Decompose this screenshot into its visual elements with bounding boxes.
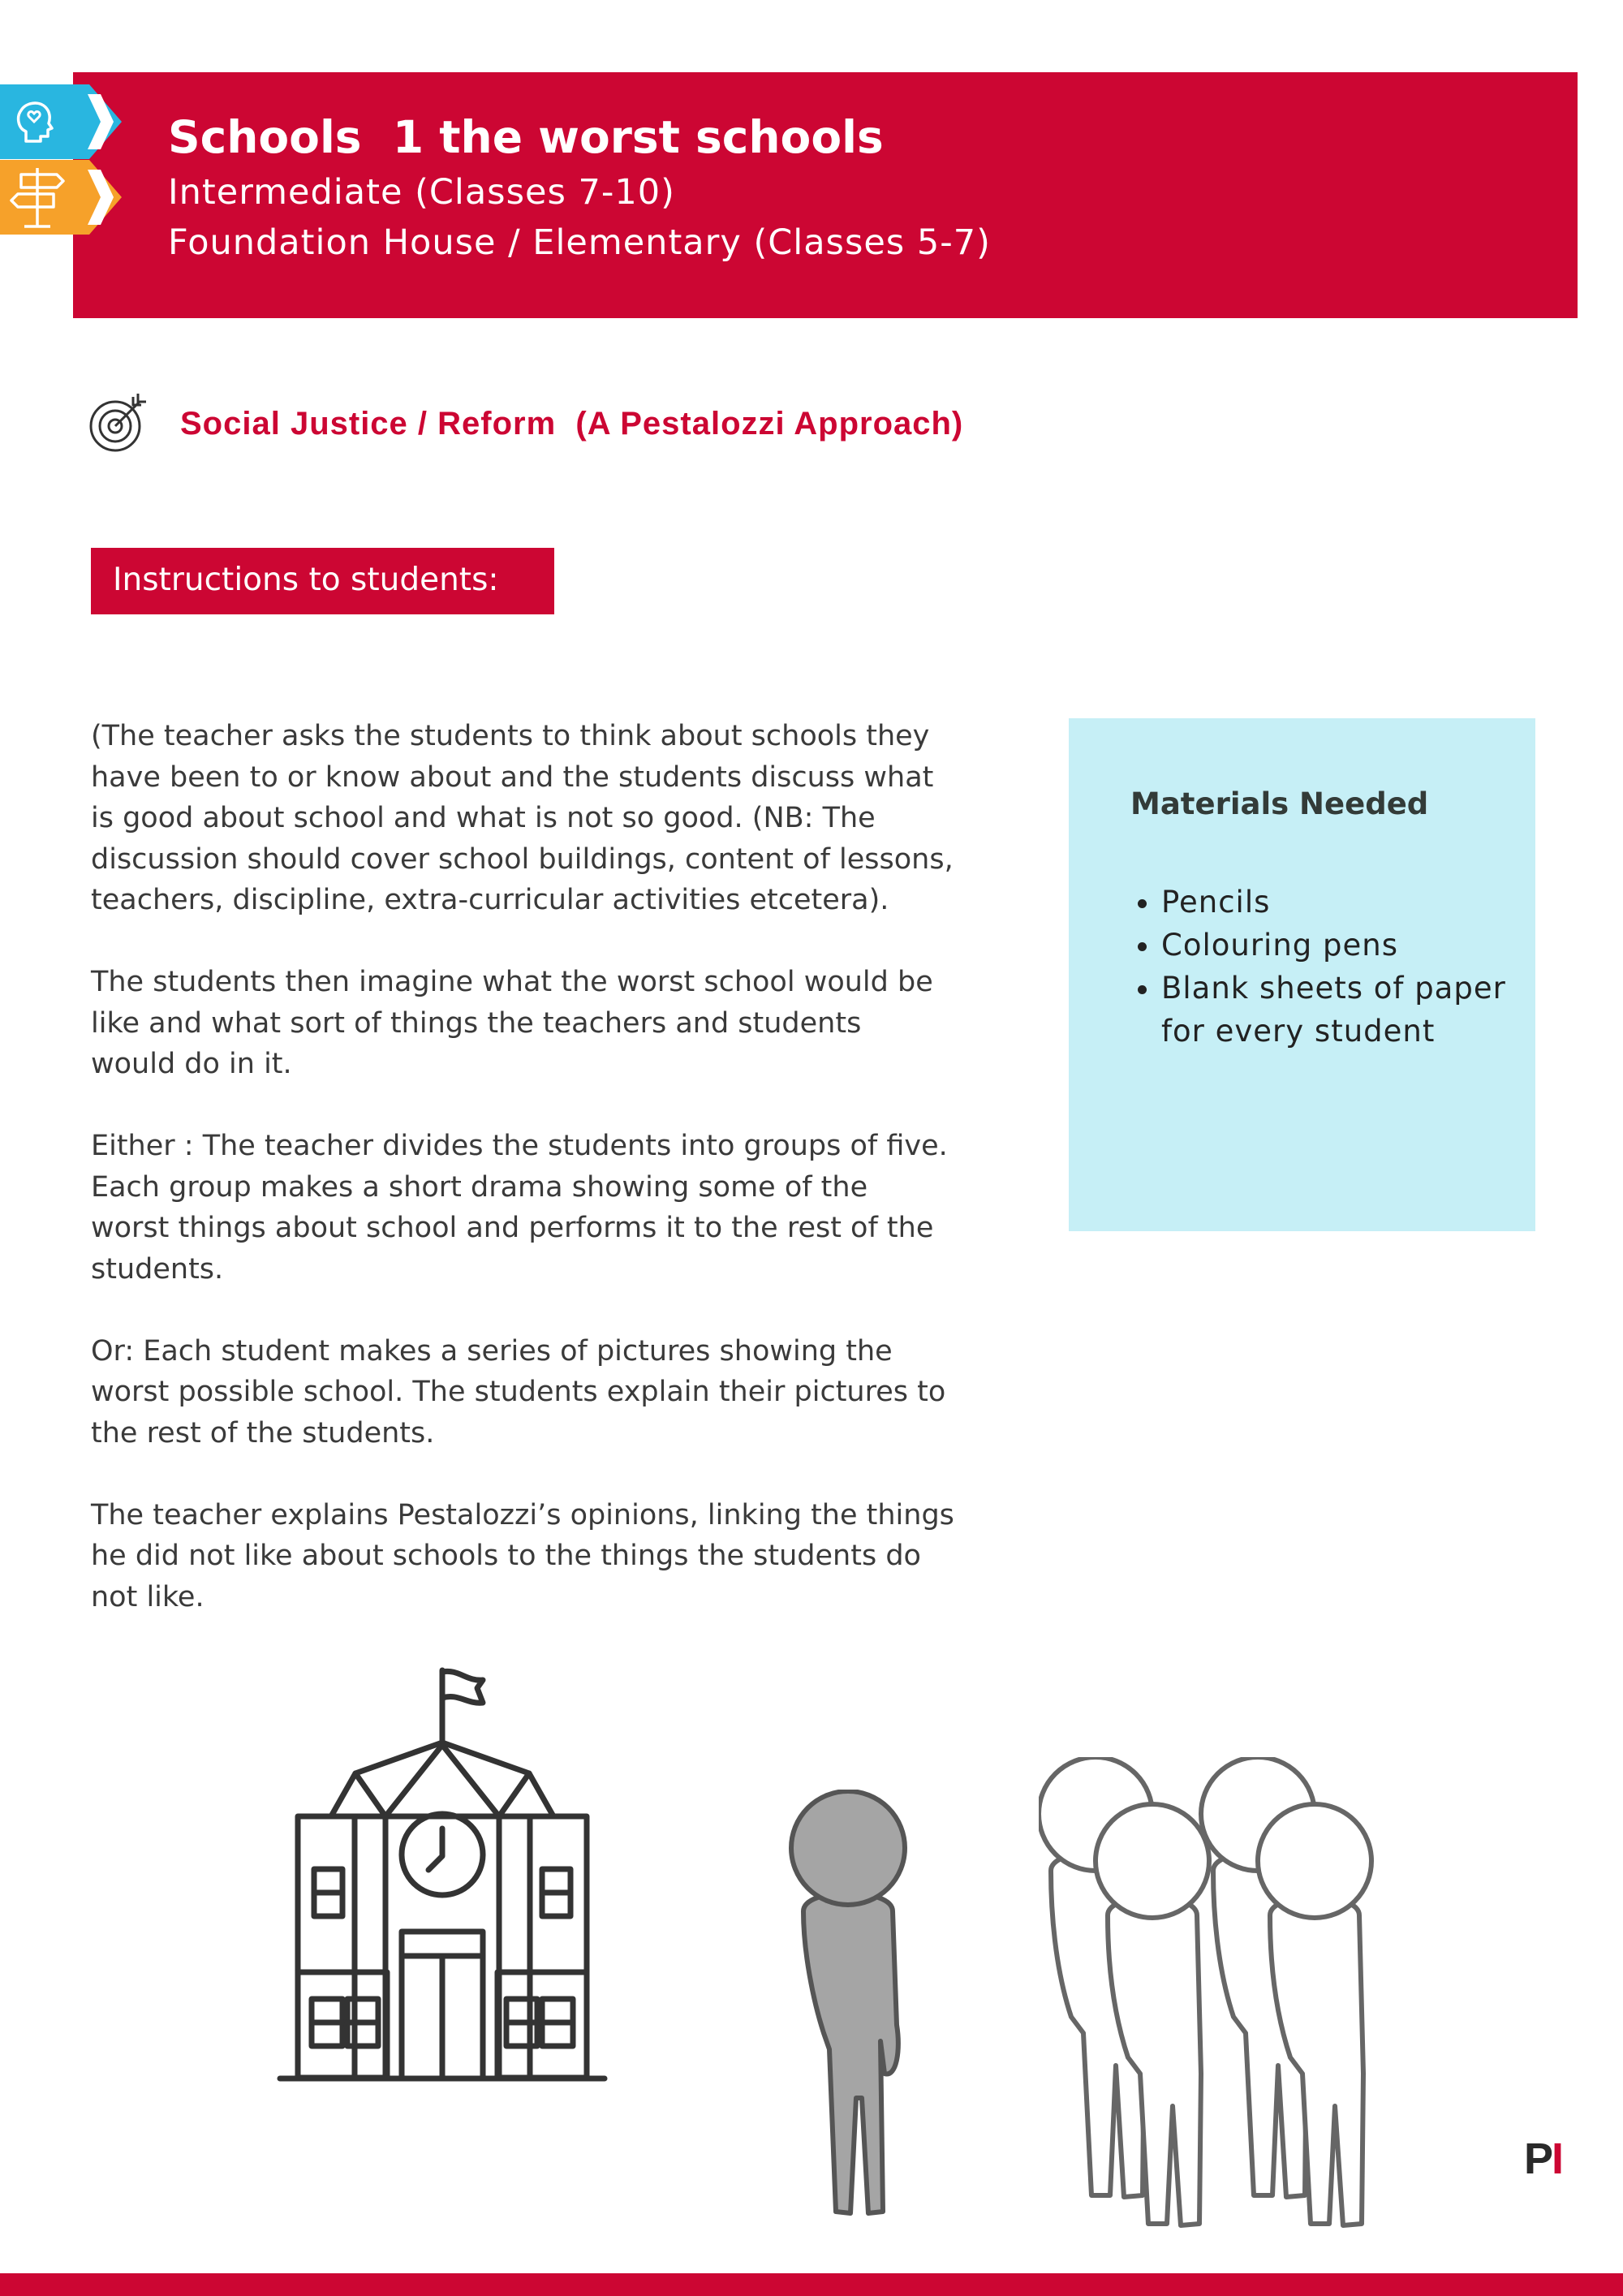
instructions-heading: Instructions to students: — [113, 562, 499, 598]
audience-elementary: Foundation House / Elementary (Classes 5-7) — [168, 222, 991, 263]
instructions-heading-box — [91, 548, 554, 614]
paragraph-pestalozzi: The teacher explains Pestalozzi’s opinions, linking the things he did not like about schools to the things the students do not like. — [91, 1498, 954, 1613]
paragraph-discussion: (The teacher asks the students to think about schools they have been to or know about and the students discuss what is good about school and what is not so good. (NB: The discussion should cover school buildings, content of lessons, teachers, discipline, extra-curricular activities etcetera). — [91, 720, 954, 916]
materials-panel — [1069, 718, 1535, 1231]
paragraph-drama-option: Either : The teacher divides the students into groups of five. Each group makes a short drama showing some of the worst things about school and performs it to the rest of the students. — [91, 1130, 948, 1286]
theme-label: Social Justice / Reform (A Pestalozzi Approach) — [180, 406, 964, 442]
materials-title: Materials Needed — [1130, 786, 1429, 821]
school-building-icon — [219, 1664, 665, 2086]
materials-item: • Blank sheets of paper for every student — [1161, 967, 1535, 1053]
pi-logo — [1524, 2134, 1562, 2183]
logo-letter-p: P — [1524, 2134, 1552, 2183]
footer-bar — [0, 2273, 1623, 2296]
target-icon — [88, 392, 149, 454]
audience-intermediate: Intermediate (Classes 7-10) — [168, 172, 675, 213]
mind-tag-icon — [0, 84, 122, 159]
page-title: Schools 1 the worst schools — [168, 111, 884, 163]
materials-item: • Colouring pens — [1161, 924, 1535, 967]
materials-item: • Pencils — [1161, 881, 1535, 924]
logo-letter-i: I — [1552, 2134, 1563, 2183]
lone-person-icon — [771, 1790, 925, 2220]
paragraph-pictures-option: Or: Each student makes a series of pictures showing the worst possible school. The students explain their pictures to the rest of the students. — [91, 1334, 946, 1450]
instructions-body — [91, 716, 1000, 1659]
signpost-tag-icon — [0, 160, 122, 235]
paragraph-imagine: The students then imagine what the worst school would be like and what sort of things the teachers and students would do in it. — [91, 966, 933, 1080]
group-of-people-icon — [1039, 1757, 1404, 2228]
materials-list — [1130, 881, 1535, 1053]
